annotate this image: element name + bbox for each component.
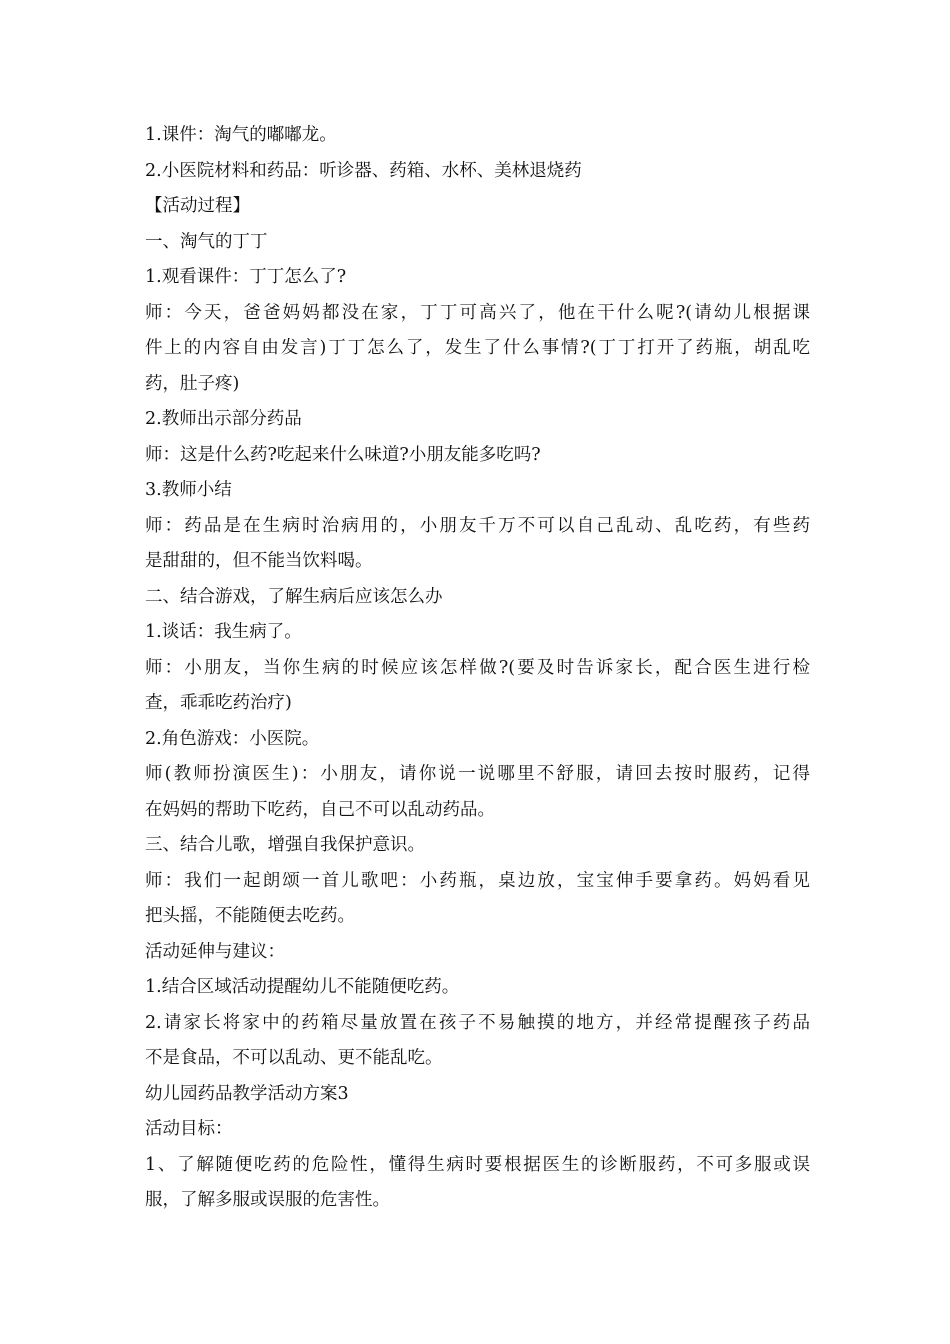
text-line: 师：小朋友，当你生病的时候应该怎样做?(要及时告诉家长，配合医生进行检	[145, 657, 810, 678]
paragraph	[145, 473, 810, 509]
paragraph	[145, 1006, 810, 1077]
paragraph	[145, 189, 810, 225]
paragraph	[145, 1077, 810, 1113]
text-line: 1、了解随便吃药的危险性，懂得生病时要根据医生的诊断服药，不可多服或误	[145, 1154, 810, 1175]
text-line: 1.观看课件：丁丁怎么了?	[145, 267, 347, 287]
paragraph	[145, 757, 810, 828]
text-line: 二、结合游戏，了解生病后应该怎么办	[145, 586, 443, 607]
text-line: 2.请家长将家中的药箱尽量放置在孩子不易触摸的地方，并经常提醒孩子药品	[145, 1012, 810, 1033]
text-line: 药，肚子疼)	[145, 373, 240, 394]
text-line: 1.课件：淘气的嘟嘟龙。	[145, 125, 337, 145]
paragraph	[145, 970, 810, 1006]
paragraph	[145, 118, 810, 154]
text-line: 2.角色游戏：小医院。	[145, 728, 320, 749]
paragraph	[145, 438, 810, 474]
paragraph	[145, 225, 810, 261]
text-line: 是甜甜的，但不能当饮料喝。	[145, 551, 373, 571]
paragraph	[145, 615, 810, 651]
paragraph	[145, 580, 810, 616]
text-line: 2.小医院材料和药品：听诊器、药箱、水杯、美林退烧药	[145, 160, 582, 181]
text-line: 活动延伸与建议：	[145, 941, 285, 962]
paragraph	[145, 651, 810, 722]
document-body	[145, 118, 810, 1219]
text-line: 三、结合儿歌，增强自我保护意识。	[145, 835, 425, 855]
text-line: 师：我们一起朗颂一首儿歌吧：小药瓶，桌边放，宝宝伸手要拿药。妈妈看见	[145, 870, 810, 891]
text-line: 在妈妈的帮助下吃药，自己不可以乱动药品。	[145, 799, 495, 820]
text-line: 不是食品，不可以乱动、更不能乱吃。	[145, 1048, 443, 1068]
text-line: 师：药品是在生病时治病用的，小朋友千万不可以自己乱动、乱吃药，有些药	[145, 515, 810, 536]
text-line: 1.结合区域活动提醒幼儿不能随便吃药。	[145, 977, 460, 997]
text-line: 幼儿园药品教学活动方案3	[145, 1083, 349, 1104]
paragraph	[145, 935, 810, 971]
paragraph	[145, 864, 810, 935]
text-line: 师：今天，爸爸妈妈都没在家，丁丁可高兴了，他在干什么呢?(请幼儿根据课	[145, 302, 810, 323]
text-line: 师：这是什么药?吃起来什么味道?小朋友能多吃吗?	[145, 444, 541, 465]
text-line: 【活动过程】	[145, 196, 250, 216]
text-line: 2.教师出示部分药品	[145, 409, 302, 429]
text-line: 3.教师小结	[145, 480, 232, 500]
paragraph	[145, 509, 810, 580]
text-line: 一、淘气的丁丁	[145, 231, 268, 252]
text-line: 件上的内容自由发言)丁丁怎么了，发生了什么事情?(丁丁打开了药瓶，胡乱吃	[145, 338, 810, 358]
document-page	[145, 118, 810, 1219]
paragraph	[145, 260, 810, 296]
text-line: 查，乖乖吃药治疗)	[145, 693, 292, 713]
paragraph	[145, 1112, 810, 1148]
paragraph	[145, 722, 810, 758]
paragraph	[145, 296, 810, 403]
text-line: 服，了解多服或误服的危害性。	[145, 1190, 390, 1210]
text-line: 1.谈话：我生病了。	[145, 622, 302, 642]
text-line: 师(教师扮演医生)：小朋友，请你说一说哪里不舒服，请回去按时服药，记得	[145, 764, 810, 784]
paragraph	[145, 154, 810, 190]
paragraph	[145, 402, 810, 438]
text-line: 活动目标：	[145, 1119, 233, 1139]
paragraph	[145, 1148, 810, 1219]
text-line: 把头摇，不能随便去吃药。	[145, 906, 355, 926]
paragraph	[145, 828, 810, 864]
